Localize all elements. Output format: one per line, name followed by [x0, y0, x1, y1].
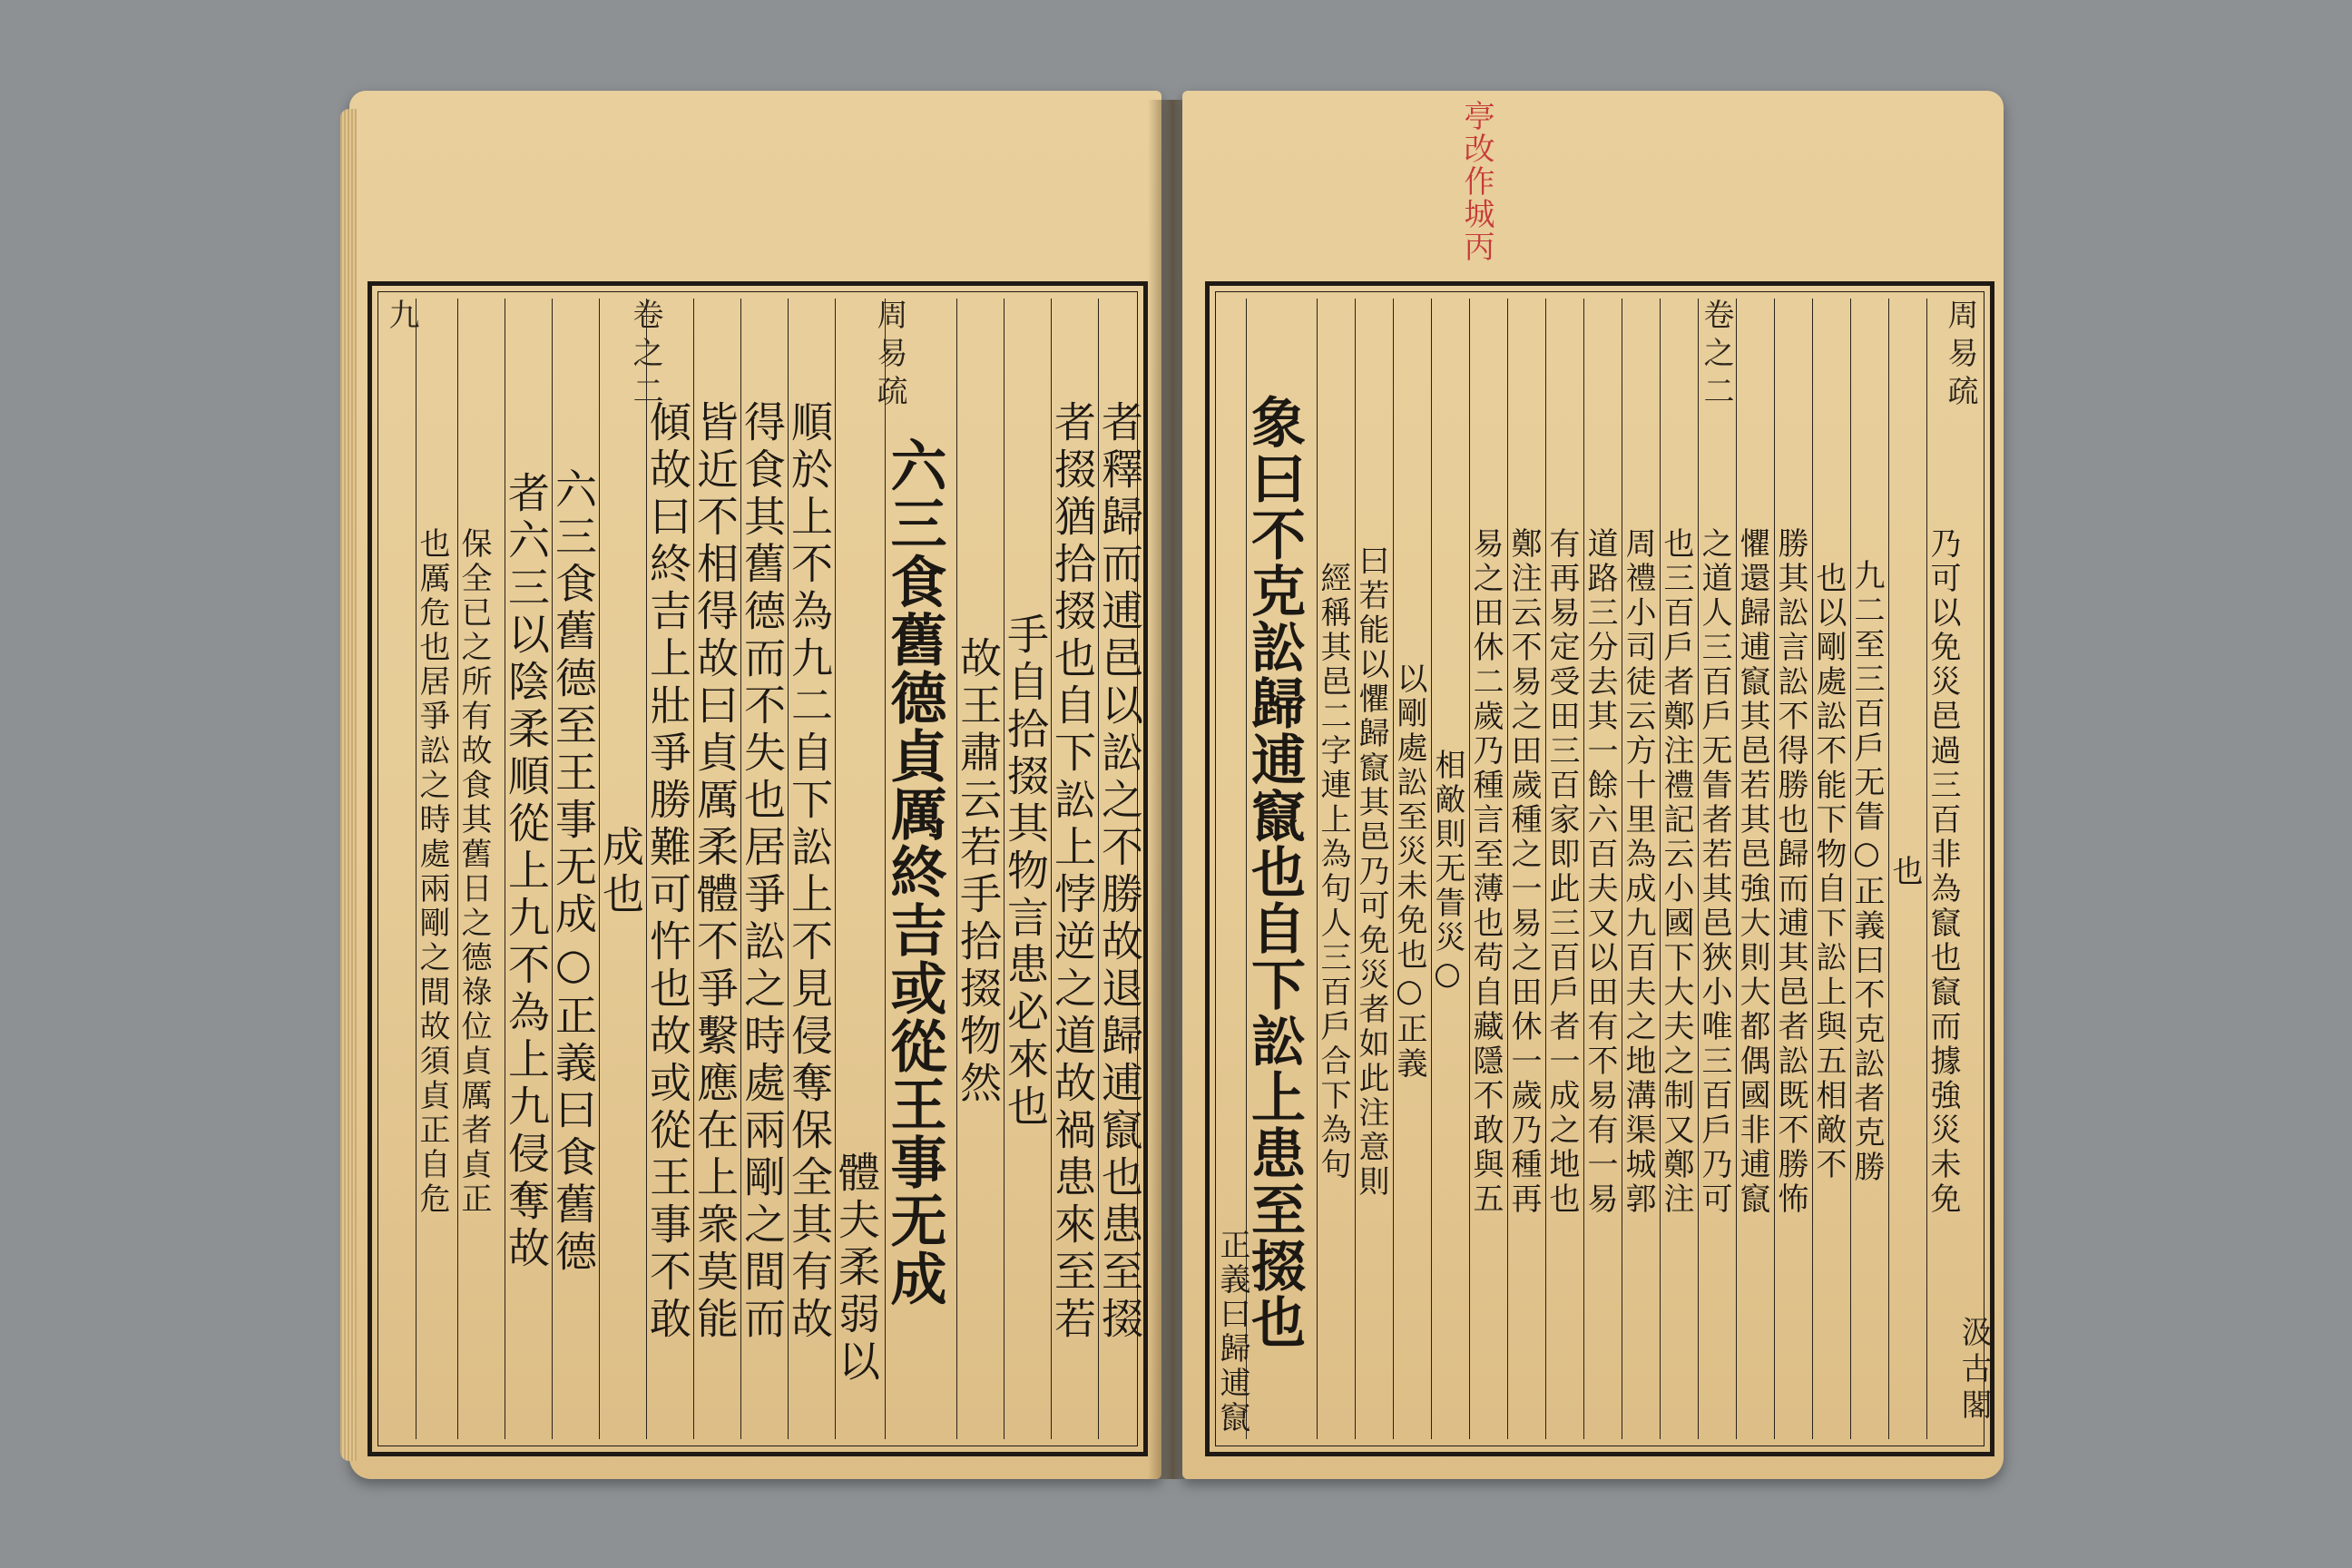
red-marginal-note: 亭改作城丙 [1458, 100, 1494, 263]
text-column: 者六三以陰柔順從上九不為上九侵奪故 [505, 299, 547, 1439]
classic-text-column: 象曰不克訟歸逋竄也自下訟上患至掇也 [1246, 299, 1301, 1439]
text-column: 也以剛處訟不能下物自下訟上與五相敵不 [1812, 299, 1844, 1439]
right-text-frame [1205, 281, 1994, 1456]
margin-title: 周易疏 [1942, 299, 1978, 413]
text-column: 以剛處訟至災未免也○正義 [1393, 299, 1425, 1439]
text-column: 周禮小司徒云方十里為成九百夫之地溝渠城郭 [1622, 299, 1653, 1439]
classic-text-column: 六三食舊德貞厲終吉或從王事无成 [885, 299, 942, 1439]
text-column: 成也 [599, 299, 642, 1439]
text-column: 勝其訟言訟不得勝也歸而逋其邑者訟既不勝怖 [1774, 299, 1806, 1439]
margin-volume: 卷之二 [1698, 299, 1734, 413]
text-column: 有再易定受田三百家即此三百戶者一成之地也 [1545, 299, 1577, 1439]
margin-title: 周易疏 [871, 299, 907, 413]
text-column: 皆近不相得故曰貞厲柔體不爭繫應在上衆莫能 [693, 299, 736, 1439]
right-page [1182, 91, 2004, 1479]
text-column: 鄭注云不易之田歲種之一易之田休一歲乃種再 [1507, 299, 1539, 1439]
text-column: 傾故曰終吉上壯爭勝難可忤也故或從王事不敢 [646, 299, 689, 1439]
text-column: 者掇猶拾掇也自下訟上悖逆之道故禍患來至若 [1051, 299, 1093, 1439]
text-column: 九二至三百戶无眚○正義曰不克訟者克勝 [1850, 299, 1882, 1439]
text-column: 乃可以免災邑過三百非為竄也竄而據強災未免 [1926, 299, 1958, 1439]
text-column: 順於上不為九二自下訟上不見侵奪保全其有故 [788, 299, 830, 1439]
text-column: 懼還歸逋竄其邑若其邑強大則大都偶國非逋竄 [1736, 299, 1768, 1439]
text-column: 保全已之所有故食其舊日之德祿位貞厲者貞正 [457, 299, 489, 1439]
margin-folio: 九 [383, 299, 419, 337]
text-column: 曰若能以懼歸竄其邑乃可免災者如此注意則 [1355, 299, 1387, 1439]
left-margin-label [379, 299, 912, 1439]
left-text-frame [368, 281, 1148, 1456]
left-page [349, 91, 1161, 1479]
text-column: 故王肅云若手拾掇物然 [956, 299, 999, 1439]
publisher-mark: 汲古閣 [1955, 1316, 1992, 1425]
text-column: 相敵則无眚災○ [1431, 299, 1463, 1439]
right-margin-label [1694, 299, 1983, 1439]
text-column: 也 [1888, 299, 1920, 1439]
text-column: 道路三分去其一餘六百夫又以田有不易有一易 [1583, 299, 1615, 1439]
text-column: 者釋歸而逋邑以訟之不勝故退歸逋竄也患至掇 [1098, 299, 1141, 1439]
text-column: 六三食舊德至王事无成○正義曰食舊德 [552, 299, 594, 1439]
text-column: 也厲危也居爭訟之時處兩剛之間故須貞正自危 [416, 299, 447, 1439]
text-column: 手自拾掇其物言患必來也 [1004, 299, 1046, 1439]
text-column: 易之田休二歲乃種言至薄也苟自藏隱不敢與五 [1469, 299, 1501, 1439]
page-edges-left [340, 109, 357, 1461]
text-column: 也三百戶者鄭注禮記云小國下大夫之制又鄭注 [1660, 299, 1691, 1439]
open-book [349, 91, 2028, 1493]
text-column: 體夫柔弱以 [835, 299, 877, 1439]
text-column: 之道人三百戶无眚者若其邑狹小唯三百戶乃可 [1698, 299, 1730, 1439]
text-column: 得食其舊德而不失也居爭訟之時處兩剛之間而 [740, 299, 783, 1439]
text-column: 正義曰歸逋竄 [1214, 1228, 1250, 1436]
margin-volume: 卷之二 [627, 299, 663, 413]
text-column: 經稱其邑二字連上為句人三百戶合下為句 [1317, 299, 1348, 1439]
